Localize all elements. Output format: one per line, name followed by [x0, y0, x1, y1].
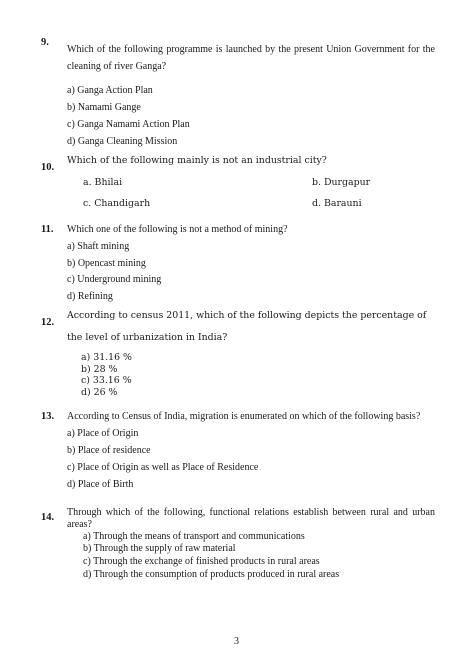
question-number-13: 13. [41, 411, 55, 422]
question-11-option-a: a) Shaft mining [67, 241, 130, 252]
question-12-option-c: c) 33.16 % [81, 375, 132, 386]
question-9-option-a: a) Ganga Action Plan [67, 85, 153, 96]
question-12-option-a: a) 31.16 % [81, 352, 132, 363]
question-13-text: According to Census of India, migration is enumerated on which of the following basis? [67, 411, 421, 422]
question-9-option-d: d) Ganga Cleaning Mission [67, 136, 178, 147]
question-11-option-b: b) Opencast mining [67, 258, 146, 269]
question-10-option-c: c. Chandigarh [83, 198, 151, 209]
question-10-option-b: b. Durgapur [312, 177, 371, 188]
question-14-text-line-2: areas? [67, 519, 92, 530]
question-9-text-line-2: cleaning of river Ganga? [67, 61, 167, 72]
question-10-option-d: d. Barauni [312, 198, 362, 209]
question-12-option-d: d) 26 % [81, 387, 118, 398]
question-14-option-a: a) Through the means of transport and communications [83, 531, 305, 542]
question-number-14: 14. [41, 512, 55, 523]
question-12-option-b: b) 28 % [81, 364, 118, 375]
page-number: 3 [234, 636, 239, 647]
question-13-option-b: b) Place of residence [67, 445, 151, 456]
question-number-11: 11. [41, 224, 54, 235]
question-10-option-a: a. Bhilai [83, 177, 123, 188]
question-9-option-b: b) Namami Gange [67, 102, 141, 113]
question-11-option-c: c) Underground mining [67, 274, 162, 285]
question-14-option-b: b) Through the supply of raw material [83, 543, 236, 554]
question-number-12: 12. [41, 317, 55, 328]
question-9-text-line-1: Which of the following programme is launched by the present Union Government for the [67, 44, 435, 55]
question-9-option-c: c) Ganga Namami Action Plan [67, 119, 190, 130]
question-13-option-a: a) Place of Origin [67, 428, 139, 439]
question-11-text: Which one of the following is not a method of mining? [67, 224, 288, 235]
question-number-9: 9. [41, 37, 49, 48]
question-12-text-line-2: the level of urbanization in India? [67, 332, 228, 343]
question-14-text-line-1: Through which of the following, functional relations establish between rural and urban [67, 507, 435, 518]
question-number-10: 10. [41, 162, 55, 173]
question-11-option-d: d) Refining [67, 291, 113, 302]
question-14-option-c: c) Through the exchange of finished products in rural areas [83, 556, 320, 567]
question-12-text-line-1: According to census 2011, which of the following depicts the percentage of [67, 310, 427, 321]
question-10-text: Which of the following mainly is not an industrial city? [67, 155, 327, 166]
question-13-option-c: c) Place of Origin as well as Place of Residence [67, 462, 259, 473]
question-14-option-d: d) Through the consumption of products produced in rural areas [83, 569, 340, 580]
question-13-option-d: d) Place of Birth [67, 479, 134, 490]
